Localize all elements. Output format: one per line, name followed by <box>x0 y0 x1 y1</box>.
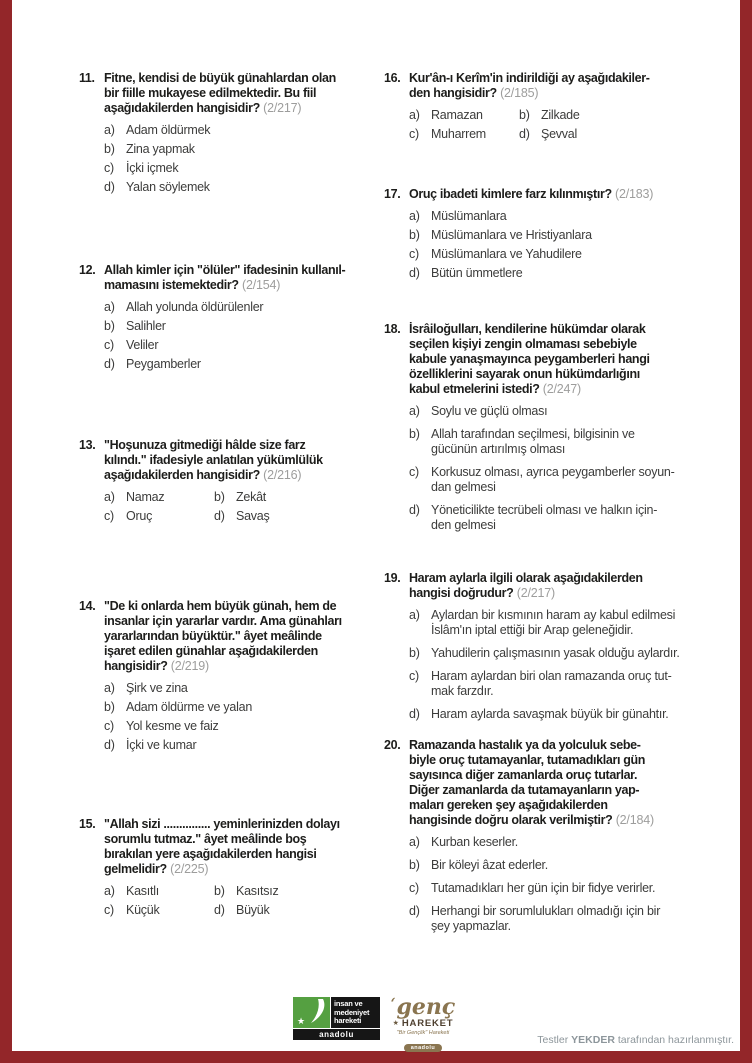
option-letter: a) <box>104 300 115 314</box>
option-letter: d) <box>104 738 115 752</box>
option-letter: d) <box>104 357 115 371</box>
option-letter: c) <box>409 465 419 479</box>
question-number: 17. <box>384 187 401 201</box>
option-text: Yahudilerin çalışmasının yasak olduğu aylardır. <box>431 646 680 660</box>
question-text-line: "De ki onlarda hem büyük günah, hem de <box>104 599 337 613</box>
option-text: Zina yapmak <box>126 142 195 156</box>
options <box>409 108 709 142</box>
option-text: Namaz <box>126 490 165 504</box>
option-text: Savaş <box>236 509 270 523</box>
option-letter: b) <box>409 228 420 242</box>
option-text: Peygamberler <box>126 357 201 371</box>
question-text-line: insanlar için yararlar vardır. Ama günahları <box>104 614 342 628</box>
question-text-line: hangisinde doğru olarak verilmiştir? (2/184) <box>409 813 654 827</box>
question-number: 11. <box>79 71 95 85</box>
option-letter: d) <box>409 266 420 280</box>
option-letter: a) <box>409 108 420 122</box>
ayah-ref: (2/216) <box>259 468 302 482</box>
option-text: Şevval <box>541 127 578 141</box>
question-text <box>409 71 709 101</box>
option-text: Şirk ve zina <box>126 681 188 695</box>
option-text: Büyük <box>236 903 270 917</box>
imh-anadolu-logo <box>293 997 380 1040</box>
genc-title-text: HAREKET <box>401 1018 454 1029</box>
option-text: Bütün ümmetlere <box>431 266 523 280</box>
option-c <box>409 465 709 495</box>
option-letter: d) <box>519 127 530 141</box>
option-c <box>409 669 709 699</box>
option-text: Haram aylardan biri olan ramazanda oruç tut- mak farzdır. <box>431 669 672 698</box>
credit-line <box>537 1034 734 1046</box>
option-c <box>409 127 519 142</box>
question-body <box>409 571 709 730</box>
ayah-ref: (2/247) <box>539 382 582 396</box>
option-c <box>104 161 363 176</box>
question-text <box>409 322 709 397</box>
question-body <box>104 71 363 199</box>
question-body <box>104 438 363 524</box>
option-c <box>104 509 214 524</box>
question-number: 14. <box>79 599 96 613</box>
option-a <box>409 835 709 850</box>
option-b <box>409 858 709 873</box>
question-text-line: hangisidir? (2/219) <box>104 659 209 673</box>
question-text-line: mamasını istemektedir? (2/154) <box>104 278 281 292</box>
question-text <box>409 738 709 828</box>
option-a <box>104 490 214 505</box>
imh-logo-text-line: hareketi <box>334 1016 362 1025</box>
question-text <box>409 187 709 202</box>
option-d <box>104 738 363 753</box>
options <box>409 608 709 722</box>
option-a <box>104 884 214 899</box>
ayah-ref: (2/183) <box>611 187 654 201</box>
credit-suffix: tarafından hazırlanmıştır. <box>617 1034 734 1046</box>
question-text <box>104 599 363 674</box>
question-number: 16. <box>384 71 401 85</box>
imh-logo-top <box>293 997 380 1028</box>
option-text: Allah yolunda öldürülenler <box>126 300 264 314</box>
question-19 <box>384 571 709 730</box>
option-d <box>104 357 363 372</box>
option-letter: c) <box>409 669 419 683</box>
option-text: Soylu ve güçlü olması <box>431 404 548 418</box>
option-letter: b) <box>409 858 420 872</box>
question-body <box>409 187 709 285</box>
star-icon: ★ <box>297 1016 306 1026</box>
question-text-line: işaret edilen günahlar aşağıdakilerden <box>104 644 318 658</box>
question-11 <box>79 71 363 199</box>
option-text: Veliler <box>126 338 159 352</box>
question-text <box>104 438 363 483</box>
question-18 <box>384 322 709 541</box>
question-text-line: yararlarından büyüktür." âyet meâlinde <box>104 629 322 643</box>
option-text: Zilkade <box>541 108 580 122</box>
option-text: Kasıtlı <box>126 884 159 898</box>
question-body <box>104 263 363 376</box>
option-text: Tutamadıkları her gün için bir fidye verirler. <box>431 881 656 895</box>
option-text: Küçük <box>126 903 160 917</box>
ayah-ref: (2/219) <box>167 659 209 673</box>
option-a <box>409 108 519 123</box>
option-letter: c) <box>104 338 114 352</box>
genc-hareket-logo <box>377 993 469 1054</box>
options <box>104 123 363 195</box>
option-text: Salihler <box>126 319 166 333</box>
question-text-line: sayısınca diğer zamanlarda oruç tutarlar. <box>409 768 638 782</box>
ayah-ref: (2/217) <box>259 101 302 115</box>
options <box>104 681 363 753</box>
genc-script-text: $^ʻ$genç <box>390 994 456 1020</box>
option-text: Herhangi bir sorumlulukları olmadığı için bir şey yapmazlar. <box>431 904 661 933</box>
option-letter: c) <box>409 127 419 141</box>
ayah-ref: (2/185) <box>496 86 539 100</box>
option-letter: a) <box>104 884 115 898</box>
option-c <box>104 719 363 734</box>
option-b <box>519 108 709 123</box>
question-body <box>409 71 709 142</box>
question-13 <box>79 438 363 524</box>
option-text: Yalan söylemek <box>126 180 210 194</box>
option-text: Müslümanlara ve Yahudilere <box>431 247 582 261</box>
option-c <box>409 881 709 896</box>
option-letter: d) <box>409 503 420 517</box>
options <box>409 404 709 533</box>
question-number: 15. <box>79 817 96 831</box>
question-16 <box>384 71 709 142</box>
option-letter: c) <box>409 881 419 895</box>
question-17 <box>384 187 709 285</box>
genc-anadolu-badge: anadolu <box>404 1044 443 1052</box>
imh-logo-text-line: medeniyet <box>334 1007 370 1017</box>
credit-org: YEKDER <box>571 1034 615 1046</box>
option-letter: a) <box>104 490 115 504</box>
option-letter: d) <box>409 904 420 918</box>
options <box>104 300 363 372</box>
question-text-line: den hangisidir? (2/185) <box>409 86 539 100</box>
question-text-line: kılındı." ifadesiyle anlatılan yükümlülük <box>104 453 323 467</box>
question-text-line: "Allah sizi ............... yeminlerinizden dolayı <box>104 817 340 831</box>
question-body <box>104 817 363 918</box>
options <box>104 490 363 524</box>
option-text: Kasıtsız <box>236 884 279 898</box>
option-text: İçki ve kumar <box>126 738 197 752</box>
option-text: Aylardan bir kısmının haram ay kabul edilmesi İslâm'ın iptal ettiği bir Arap geleneğidir. <box>431 608 676 637</box>
ayah-ref: (2/154) <box>238 278 281 292</box>
question-text-line: kabul etmelerini istedi? (2/247) <box>409 382 582 396</box>
option-text: Müslümanlara ve Hristiyanlara <box>431 228 592 242</box>
option-letter: b) <box>214 490 225 504</box>
questions-column-left <box>79 0 363 1050</box>
question-text-line: Haram aylarla ilgili olarak aşağıdakilerden <box>409 571 643 585</box>
option-b <box>409 427 709 457</box>
option-a <box>409 608 709 638</box>
option-b <box>214 884 363 899</box>
question-number: 19. <box>384 571 401 585</box>
option-letter: b) <box>409 646 420 660</box>
question-text-line: Diğer zamanlarda da tutamayanların yap- <box>409 783 640 797</box>
option-b <box>104 319 363 334</box>
option-text: Bir köleyi âzat ederler. <box>431 858 548 872</box>
question-20 <box>384 738 709 942</box>
option-c <box>104 903 214 918</box>
question-text-line: aşağıdakilerden hangisidir? (2/216) <box>104 468 302 482</box>
option-d <box>214 903 363 918</box>
option-a <box>104 300 363 315</box>
option-letter: a) <box>409 608 420 622</box>
ayah-ref: (2/225) <box>166 862 209 876</box>
question-body <box>104 599 363 757</box>
question-text-line: bir fiille mukayese edilmektedir. Bu fiil <box>104 86 317 100</box>
question-text <box>104 263 363 293</box>
option-letter: a) <box>409 404 420 418</box>
option-b <box>104 142 363 157</box>
question-text-line: hangisi doğrudur? (2/217) <box>409 586 555 600</box>
option-a <box>104 123 363 138</box>
question-text-line: sorumlu tutmaz." âyet meâlinde boş <box>104 832 307 846</box>
option-letter: b) <box>409 427 420 441</box>
imh-logo-text-line: insan ve <box>334 999 363 1008</box>
option-d <box>409 503 709 533</box>
option-letter: c) <box>104 161 114 175</box>
question-body <box>409 322 709 541</box>
option-a <box>104 681 363 696</box>
option-text: İçki içmek <box>126 161 179 175</box>
option-d <box>409 266 709 281</box>
question-text-line: Ramazanda hastalık ya da yolculuk sebe- <box>409 738 641 752</box>
option-b <box>214 490 363 505</box>
question-text <box>104 71 363 116</box>
option-d <box>409 707 709 722</box>
option-letter: a) <box>409 835 420 849</box>
option-text: Oruç <box>126 509 153 523</box>
question-15 <box>79 817 363 918</box>
ayah-ref: (2/217) <box>513 586 555 600</box>
option-text: Adam öldürmek <box>126 123 211 137</box>
option-letter: d) <box>104 180 115 194</box>
option-text: Allah tarafından seçilmesi, bilgisinin ve gücünün artırılmış olması <box>431 427 635 456</box>
question-text-line: Kur'ân-ı Kerîm'in indirildiği ay aşağıdakiler- <box>409 71 650 85</box>
imh-logo-text <box>331 997 380 1028</box>
option-letter: d) <box>214 509 225 523</box>
question-text-line: seçilen kişiyi zengin olmaması sebebiyle <box>409 337 637 351</box>
option-text: Ramazan <box>431 108 483 122</box>
option-letter: c) <box>104 903 114 917</box>
test-page <box>12 0 740 1051</box>
option-d <box>409 904 709 934</box>
genc-tagline: "Bir Gençlik" Hareketi <box>396 1030 450 1036</box>
option-letter: d) <box>409 707 420 721</box>
option-b <box>409 646 709 661</box>
question-text-line: Oruç ibadeti kimlere farz kılınmıştır? (2/183) <box>409 187 654 201</box>
option-d <box>519 127 709 142</box>
question-text-line: özelliklerini sayarak onun hükümdarlığını <box>409 367 640 381</box>
options <box>409 835 709 934</box>
flourish-mark: ʻ <box>390 996 396 1012</box>
option-text: Müslümanlara <box>431 209 507 223</box>
option-c <box>409 247 709 262</box>
question-14 <box>79 599 363 757</box>
option-letter: b) <box>214 884 225 898</box>
option-letter: c) <box>409 247 419 261</box>
option-text: Korkusuz olması, ayrıca peygamberler soyun- dan gelmesi <box>431 465 675 494</box>
option-text: Haram aylarda savaşmak büyük bir günahtır. <box>431 707 669 721</box>
question-text-line: Fitne, kendisi de büyük günahlardan olan <box>104 71 336 85</box>
question-number: 13. <box>79 438 96 452</box>
question-text-line: bırakılan yere aşağıdakilerden hangisi <box>104 847 317 861</box>
option-text: Adam öldürme ve yalan <box>126 700 253 714</box>
option-text: Zekât <box>236 490 267 504</box>
question-text-line: maları gereken şey aşağıdakilerden <box>409 798 608 812</box>
imh-logo-mark <box>293 997 330 1028</box>
star-icon: ★ <box>392 1020 399 1027</box>
option-letter: a) <box>104 123 115 137</box>
leaf-mark-icon <box>309 999 327 1028</box>
options <box>104 884 363 918</box>
option-b <box>104 700 363 715</box>
option-text: Yol kesme ve faiz <box>126 719 219 733</box>
question-body <box>409 738 709 942</box>
question-12 <box>79 263 363 376</box>
option-letter: a) <box>409 209 420 223</box>
option-letter: b) <box>104 700 115 714</box>
option-text: Muharrem <box>431 127 486 141</box>
option-letter: b) <box>104 319 115 333</box>
credit-prefix: Testler <box>537 1034 569 1046</box>
question-number: 12. <box>79 263 96 277</box>
option-d <box>104 180 363 195</box>
question-text-line: Allah kimler için "ölüler" ifadesinin kullanıl- <box>104 263 346 277</box>
imh-anadolu-banner: anadolu <box>293 1029 380 1040</box>
option-letter: c) <box>104 509 114 523</box>
question-text-line: İsrâiloğulları, kendilerine hükümdar olarak <box>409 322 646 336</box>
option-c <box>104 338 363 353</box>
option-letter: c) <box>104 719 114 733</box>
option-a <box>409 209 709 224</box>
option-letter: a) <box>104 681 115 695</box>
question-number: 18. <box>384 322 401 336</box>
option-letter: d) <box>214 903 225 917</box>
question-text-line: biyle oruç tutamayanlar, tutamadıkları gün <box>409 753 646 767</box>
question-text <box>409 571 709 601</box>
option-text: Yöneticilikte tecrübeli olması ve halkın için- den gelmesi <box>431 503 658 532</box>
question-text <box>104 817 363 877</box>
question-text-line: kabule yanaşmayınca peygamberleri hangi <box>409 352 650 366</box>
question-number: 20. <box>384 738 401 752</box>
question-text-line: "Hoşunuza gitmediği hâlde size farz <box>104 438 306 452</box>
option-letter: b) <box>519 108 530 122</box>
option-d <box>214 509 363 524</box>
question-text-line: aşağıdakilerden hangisidir? (2/217) <box>104 101 302 115</box>
ayah-ref: (2/184) <box>612 813 654 827</box>
option-b <box>409 228 709 243</box>
option-text: Kurban keserler. <box>431 835 519 849</box>
question-text-line: gelmelidir? (2/225) <box>104 862 209 876</box>
options <box>409 209 709 281</box>
option-letter: b) <box>104 142 115 156</box>
questions-column-right <box>384 0 709 1050</box>
option-a <box>409 404 709 419</box>
